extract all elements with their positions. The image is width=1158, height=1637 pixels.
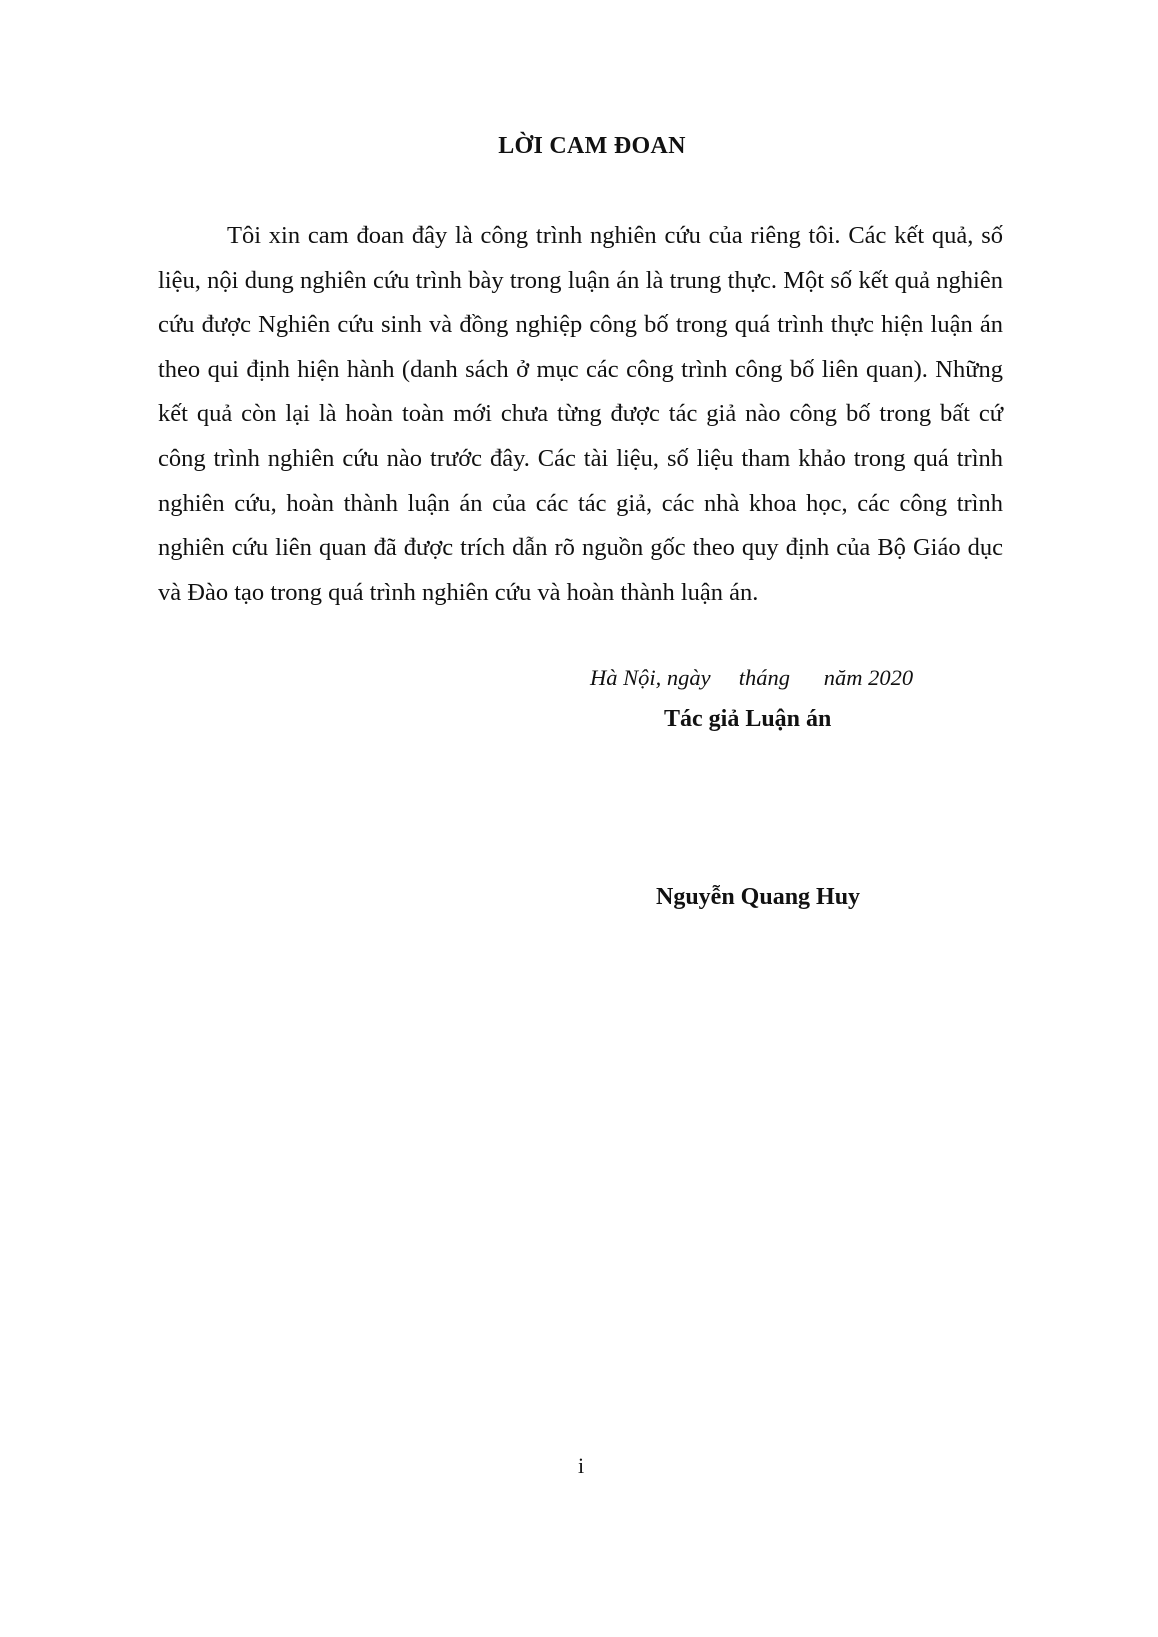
author-name: Nguyễn Quang Huy [656,884,861,910]
signature-role: Tác giả Luận án [664,706,832,732]
declaration-paragraph: Tôi xin cam đoan đây là công trình nghiên cứu của riêng tôi. Các kết quả, số liệu, nội dung nghiên cứu trình bày trong luận án là trung thực. Một số kết quả nghiên cứu được Nghiên cứu sinh và đồng nghiệp công bố trong quá trình thực hiện luận án theo qui định hiện hành (danh sách ở mục các công trình công bố liên quan). Những kết quả còn lại là hoàn toàn mới chưa từng được tác giả nào công bố trong bất cứ công trình nghiên cứu nào trước đây. Các tài liệu, số liệu tham khảo trong quá trình nghiên cứu, hoàn thành luận án của các tác giả, các nhà khoa học, các công trình nghiên cứu liên quan đã được trích dẫn rõ nguồn gốc theo quy định của Bộ Giáo dục và Đào tạo trong quá trình nghiên cứu và hoàn thành luận án. [158,222,1003,606]
page-title: LỜI CAM ĐOAN [498,133,686,159]
page-number: i [577,1453,585,1478]
signature-date-line: Hà Nội, ngày tháng năm 2020 [590,665,914,690]
